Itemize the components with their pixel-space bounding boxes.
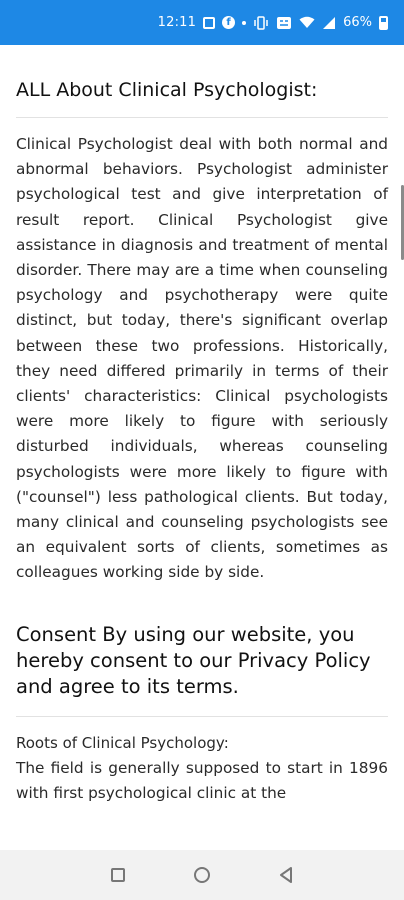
article-body: Clinical Psychologist deal with both normal and abnormal behaviors. Psychologist administer psychological test and give interpretation of result report. Clinical Psychologist give assistance in diagnosis and treatment of mental disorder. There may are a time when counseling psychology and psychotherapy were quite distinct, but today, there's significant overlap between these two professions. Historically, they need differed primarily in terms of their clients' characteristics: Clinical psychologists were more likely to figure with seriously disturbed individuals, whereas counseling psychologists were more likely to figure with ("counsel") less pathological clients. But today, many clinical and counseling psychologists see an equivalent sorts of clients, sometimes as colleagues working side by side. [16,135,388,582]
consent-heading: Consent By using our website, you hereby consent to our Privacy Policy and agree to its terms. [16,622,371,698]
home-icon [194,867,210,883]
navigation-bar [0,850,404,900]
notification-icon [203,17,215,29]
consent-divider [16,716,388,717]
battery-percent: 66% [343,15,372,30]
vibrate-icon [253,16,269,30]
section-body: The field is generally supposed to start in 1896 with first psychological clinic at the [16,758,388,802]
status-time: 12:11 [157,15,197,30]
recents-button[interactable] [98,855,138,895]
recents-icon [111,868,125,882]
section-title: Roots of Clinical Psychology: [16,733,229,752]
facebook-icon: f [222,16,235,29]
article-content[interactable] [0,45,404,850]
data-icon [276,16,292,30]
wifi-icon [299,16,315,29]
status-bar [0,0,404,45]
dot-icon [242,21,246,25]
home-button[interactable] [182,855,222,895]
back-button[interactable] [266,855,306,895]
signal-icon [322,16,336,30]
battery-icon [379,16,388,30]
article-title: ALL About Clinical Psychologist: [16,79,318,101]
title-divider [16,117,388,118]
back-icon [278,866,294,884]
